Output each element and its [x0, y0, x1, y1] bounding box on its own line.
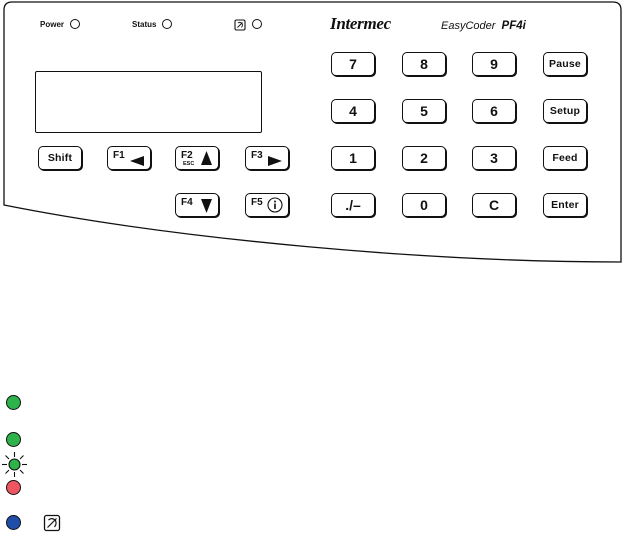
lcd-display [35, 71, 262, 133]
arrow-up-icon [201, 151, 212, 170]
power-led [70, 19, 80, 29]
f1-label: F1 [113, 150, 125, 161]
esc-label: ESC [183, 161, 195, 167]
key-2[interactable]: 2 [402, 146, 446, 170]
f2-label: F2 [181, 150, 193, 161]
key-3[interactable]: 3 [472, 146, 516, 170]
brand-logo: Intermec [330, 14, 391, 33]
enter-key[interactable]: Enter [543, 193, 587, 217]
model-prefix: EasyCoder [441, 20, 496, 32]
f1-key[interactable] [107, 146, 151, 170]
legend-blue-led [6, 515, 21, 530]
key-clear[interactable]: C [472, 193, 516, 217]
f5-label: F5 [251, 197, 263, 208]
legend-green-led-2 [6, 432, 21, 447]
power-label: Power [40, 20, 65, 29]
media-led [252, 19, 262, 29]
f5-key[interactable] [245, 193, 289, 217]
legend-media-icon [43, 514, 61, 537]
f4-label: F4 [181, 197, 193, 208]
f3-label: F3 [251, 150, 263, 161]
key-5[interactable]: 5 [402, 99, 446, 123]
setup-key[interactable]: Setup [543, 99, 587, 123]
f2-key[interactable] [175, 146, 219, 170]
feed-key[interactable]: Feed [543, 146, 587, 170]
pause-key[interactable]: Pause [543, 52, 587, 76]
key-0[interactable]: 0 [402, 193, 446, 217]
key-9[interactable]: 9 [472, 52, 516, 76]
shift-key[interactable]: Shift [38, 146, 82, 170]
key-7[interactable]: 7 [331, 52, 375, 76]
legend-green-led [6, 395, 21, 410]
media-icon [234, 18, 246, 36]
key-1[interactable]: 1 [331, 146, 375, 170]
key-4[interactable]: 4 [331, 99, 375, 123]
status-led [162, 19, 172, 29]
f4-key[interactable] [175, 193, 219, 217]
model-code: PF4i [501, 20, 526, 32]
f3-key[interactable] [245, 146, 289, 170]
legend-red-led [6, 480, 21, 495]
key-6[interactable]: 6 [472, 99, 516, 123]
key-8[interactable]: 8 [402, 52, 446, 76]
arrow-right-icon [268, 153, 282, 171]
legend-flashing-green-led [1, 451, 28, 483]
key-dot-slash[interactable]: ./– [331, 193, 375, 217]
arrow-down-icon [201, 199, 212, 218]
status-label: Status [132, 20, 157, 29]
arrow-left-icon [130, 153, 144, 171]
model-name [441, 20, 526, 32]
info-icon [267, 197, 283, 218]
